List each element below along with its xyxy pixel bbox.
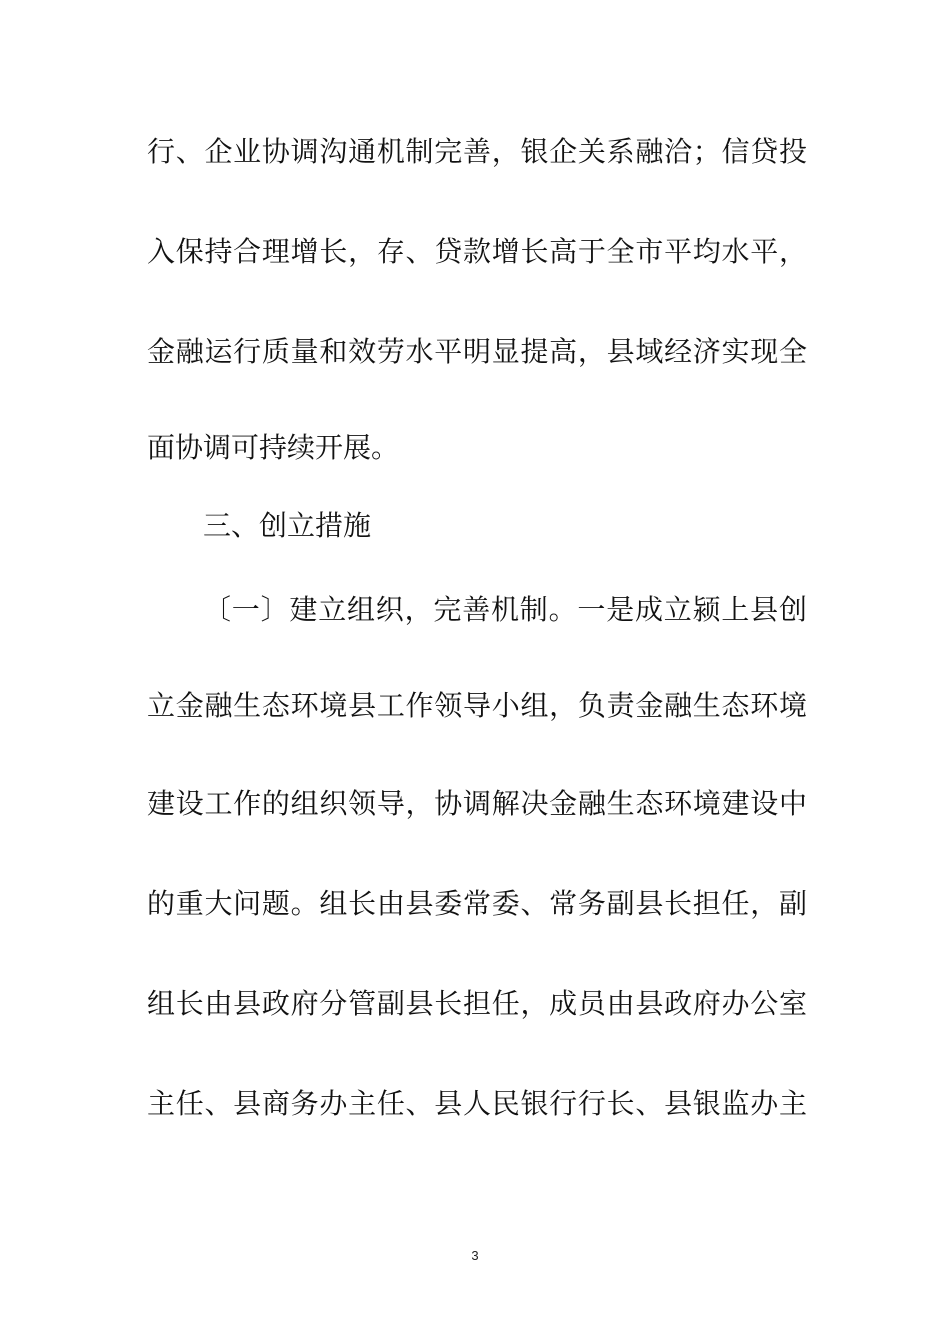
body-text-line-10: 组长由县政府分管副县长担任，成员由县政府办公室 [147, 987, 807, 1020]
section-heading: 三、创立措施 [203, 509, 372, 542]
body-text-line-4: 面协调可持续开展。 [147, 431, 400, 464]
body-text-line-1: 行、企业协调沟通机制完善，银企关系融洽；信贷投 [147, 135, 807, 168]
body-text-line-2: 入保持合理增长，存、贷款增长高于全市平均水平， [147, 235, 807, 268]
body-text-line-11: 主任、县商务办主任、县人民银行行长、县银监办主 [147, 1087, 807, 1120]
body-text-line-3: 金融运行质量和效劳水平明显提高，县域经济实现全 [147, 335, 807, 368]
paragraph-first-line: 〔一〕建立组织，完善机制。一是成立颍上县创 [203, 593, 807, 626]
page-number: 3 [471, 1248, 479, 1263]
body-text-line-9: 的重大问题。组长由县委常委、常务副县长担任，副 [147, 887, 807, 920]
body-text-line-7: 立金融生态环境县工作领导小组，负责金融生态环境 [147, 689, 807, 722]
body-text-line-8: 建设工作的组织领导，协调解决金融生态环境建设中 [147, 787, 807, 820]
